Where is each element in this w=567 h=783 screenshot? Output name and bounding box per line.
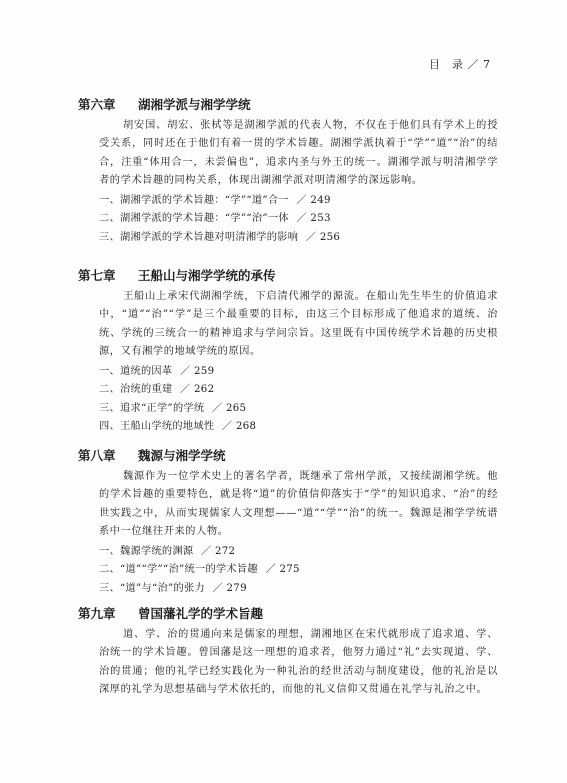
- chapter-7: [78, 266, 498, 437]
- toc-entry[interactable]: [99, 192, 498, 211]
- toc-entry-label: 一、魏源学统的渊源: [99, 545, 194, 557]
- running-head-title: 目 录: [429, 58, 464, 71]
- toc-entry-label: 三、“道”与“治”的张力: [99, 582, 205, 594]
- toc-entry-page: ／ 279: [212, 582, 247, 594]
- chapter-title: 魏源与湘学学统: [138, 448, 226, 463]
- toc-entry-label: 四、王船山学统的地域性: [99, 421, 215, 433]
- section-list: [99, 363, 498, 437]
- chapter-number: 第九章: [78, 606, 116, 621]
- chapter-9: [78, 604, 498, 700]
- toc-entry[interactable]: [99, 543, 498, 562]
- chapter-title: 曾国藩礼学的学术旨趣: [138, 606, 264, 621]
- chapter-heading: [78, 95, 498, 113]
- chapter-number: 第六章: [78, 97, 116, 112]
- toc-entry-page: ／ 259: [179, 365, 215, 377]
- chapter-abstract: 胡安国、胡宏、张栻等是湖湘学派的代表人物，不仅在于他们具有学术上的授受关系，同时还在于他们有着一贯的学术旨趣。湖湘学派执着于“学”“道”“治”的结合，注重“体用合一，未尝偏也”，追求内圣与外王的统一。湖湘学派与明清湘学学者的学术旨趣的同构关系，体现出湖湘学派对明清湘学的深远影响。: [99, 120, 498, 187]
- toc-entry[interactable]: [99, 229, 498, 248]
- chapter-number: 第七章: [78, 268, 116, 283]
- toc-entry-page: ／ 253: [296, 213, 331, 225]
- running-head-page-number: 7: [483, 58, 491, 71]
- toc-entry[interactable]: [99, 561, 498, 580]
- chapter-abstract: 道、学、治的贯通向来是儒家的理想，湖湘地区在宋代就形成了追求道、学、治统一的学术旨趣。曾国藩是这一理想的追求者，他努力通过“礼”去实现道、学、治的贯通；他的礼学已经实践化为一种礼治的经世活动与制度建设，他的礼治是以深厚的礼学为思想基础与学术依托的，而他的礼义信仰又贯通在礼学与礼治之中。: [99, 629, 498, 696]
- toc-entry-page: ／ 249: [296, 194, 331, 206]
- toc-entry-label: 一、道统的因革: [99, 365, 173, 377]
- toc-entry[interactable]: [99, 418, 498, 437]
- toc-entry-page: ／ 275: [265, 564, 300, 576]
- toc-entry-label: 三、湖湘学派的学术旨趣对明清湘学的影响: [99, 231, 299, 243]
- chapter-heading: [78, 604, 498, 622]
- toc-entry-page: ／ 262: [179, 384, 215, 396]
- chapter-abstract: 魏源作为一位学术史上的著名学者，既继承了常州学派，又接续湖湘学统。他的学术旨趣的重要特色，就是将“道”的价值信仰落实于“学”的知识追求、“治”的经世实践之中，从而实现儒家人文理想——“道”“学”“治”的统一。魏源是湘学学统谱系中一位继往开来的人物。: [99, 471, 498, 538]
- chapter-heading: [78, 446, 498, 464]
- toc-entry-label: 三、追求“正学”的学统: [99, 402, 205, 414]
- chapter-6: [78, 95, 498, 247]
- toc-entry-page: ／ 272: [200, 545, 236, 557]
- toc-entry-label: 一、湖湘学派的学术旨趣：“学”“道”合一: [99, 194, 289, 206]
- toc-entry[interactable]: [99, 381, 498, 400]
- running-head: [429, 56, 491, 72]
- running-head-separator: ／: [467, 58, 479, 71]
- toc-entry-label: 二、“道”“学”“治”统一的学术旨趣: [99, 564, 258, 576]
- toc-entry-page: ／ 268: [221, 421, 257, 433]
- chapter-heading: [78, 266, 498, 284]
- toc-entry-page: ／ 256: [305, 231, 341, 243]
- toc-entry-page: ／ 265: [211, 402, 247, 414]
- chapter-title: 王船山与湘学学统的承传: [138, 268, 276, 283]
- section-list: [99, 192, 498, 248]
- chapter-title: 湖湘学派与湘学学统: [138, 97, 251, 112]
- toc-entry[interactable]: [99, 210, 498, 229]
- toc-entry[interactable]: [99, 580, 498, 599]
- section-list: [99, 543, 498, 599]
- toc-entry[interactable]: [99, 363, 498, 382]
- chapter-abstract: 王船山上承宋代湖湘学统，下启清代湘学的源流。在船山先生毕生的价值追求中，“道”“治”“学”是三个最重要的目标，由这三个目标形成了他追求的道统、治统、学统的三统合一的精神追求与学问宗旨。这里既有中国传统学术旨趣的历史根源，又有湘学的地域学统的原因。: [99, 291, 498, 358]
- chapter-number: 第八章: [78, 448, 116, 463]
- toc-entry-label: 二、治统的重建: [99, 384, 173, 396]
- chapter-8: [78, 446, 498, 598]
- toc-entry[interactable]: [99, 400, 498, 419]
- toc-entry-label: 二、湖湘学派的学术旨趣：“学”“治”一体: [99, 213, 289, 225]
